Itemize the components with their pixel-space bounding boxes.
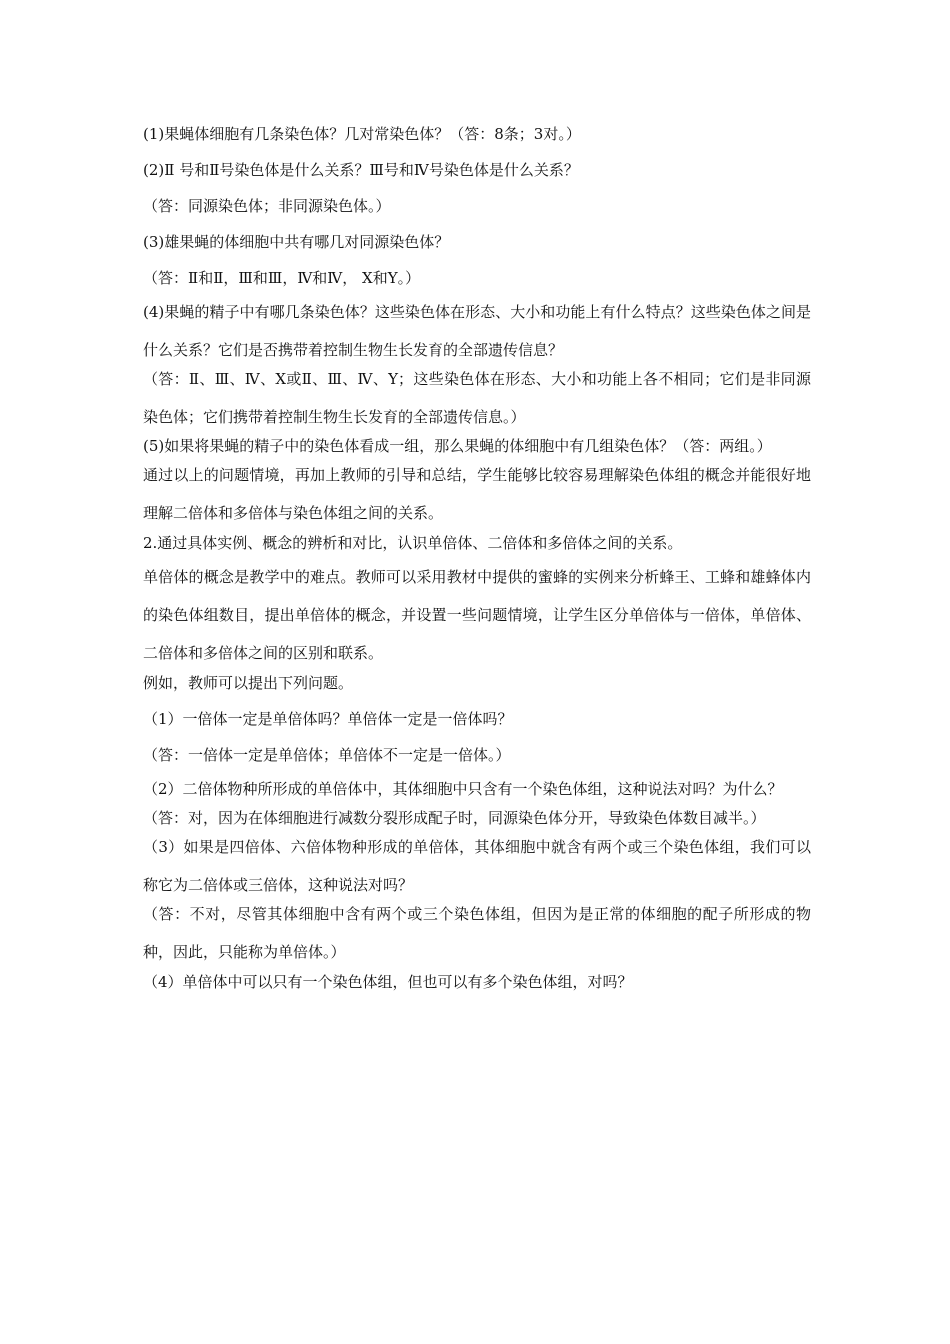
summary-paragraph: 通过以上的问题情境，再加上教师的引导和总结，学生能够比较容易理解染色体组的概念并能很好地理解二倍体和多倍体与染色体组之间的关系。 — [143, 466, 811, 522]
sub-question-2: （2）二倍体物种所形成的单倍体中，其体细胞中只含有一个染色体组，这种说法对吗？为什么？ — [143, 780, 783, 798]
answer-4: （答：Ⅱ、Ⅲ、Ⅳ、X或Ⅱ、Ⅲ、Ⅳ、Y；这些染色体在形态、大小和功能上各不相同；它们是非同源染色体；它们携带着控制生物生长发育的全部遗传信息。） — [143, 370, 811, 426]
question-4: (4)果蝇的精子中有哪几条染色体？这些染色体在形态、大小和功能上有什么特点？这些染色体之间是什么关系？它们是否携带着控制生物生长发育的全部遗传信息？ — [143, 303, 811, 359]
sub-question-3: （3）如果是四倍体、六倍体物种形成的单倍体，其体细胞中就含有两个或三个染色体组，我们可以称它为二倍体或三倍体，这种说法对吗？ — [143, 838, 811, 894]
sub-answer-1: （答：一倍体一定是单倍体；单倍体不一定是一倍体。） — [143, 746, 511, 764]
question-2: (2)Ⅱ 号和Ⅱ号染色体是什么关系？Ⅲ号和Ⅳ号染色体是什么关系？ — [143, 161, 579, 179]
example-intro: 例如，教师可以提出下列问题。 — [143, 674, 354, 692]
answer-2: （答：同源染色体；非同源染色体。） — [143, 197, 391, 215]
sub-question-4: （4）单倍体中可以只有一个染色体组，但也可以有多个染色体组，对吗？ — [143, 973, 633, 991]
haploid-concept-paragraph: 单倍体的概念是教学中的难点。教师可以采用教材中提供的蜜蜂的实例来分析蜂王、工蜂和雄蜂体内的染色体组数目，提出单倍体的概念，并设置一些问题情境，让学生区分单倍体与一倍体，单倍体、二倍体和多倍体之间的区别和联系。 — [143, 568, 811, 662]
section-2-heading: 2.通过具体实例、概念的辨析和对比，认识单倍体、二倍体和多倍体之间的关系。 — [143, 534, 683, 552]
answer-3: （答：Ⅱ和Ⅱ，Ⅲ和Ⅲ，Ⅳ和Ⅳ， X和Y。） — [143, 269, 421, 287]
sub-answer-2: （答：对，因为在体细胞进行减数分裂形成配子时，同源染色体分开，导致染色体数目减半。） — [143, 809, 766, 827]
question-5: (5)如果将果蝇的精子中的染色体看成一组，那么果蝇的体细胞中有几组染色体？（答：两组。） — [143, 437, 772, 455]
document-body — [143, 122, 811, 1006]
question-3: (3)雄果蝇的体细胞中共有哪几对同源染色体？ — [143, 233, 450, 251]
sub-question-1: （1）一倍体一定是单倍体吗？单倍体一定是一倍体吗？ — [143, 710, 513, 728]
sub-answer-3: （答：不对，尽管其体细胞中含有两个或三个染色体组，但因为是正常的体细胞的配子所形成的物种，因此，只能称为单倍体。） — [143, 905, 811, 961]
question-1: (1)果蝇体细胞有几条染色体？几对常染色体？（答：8条；3对。） — [143, 125, 581, 143]
